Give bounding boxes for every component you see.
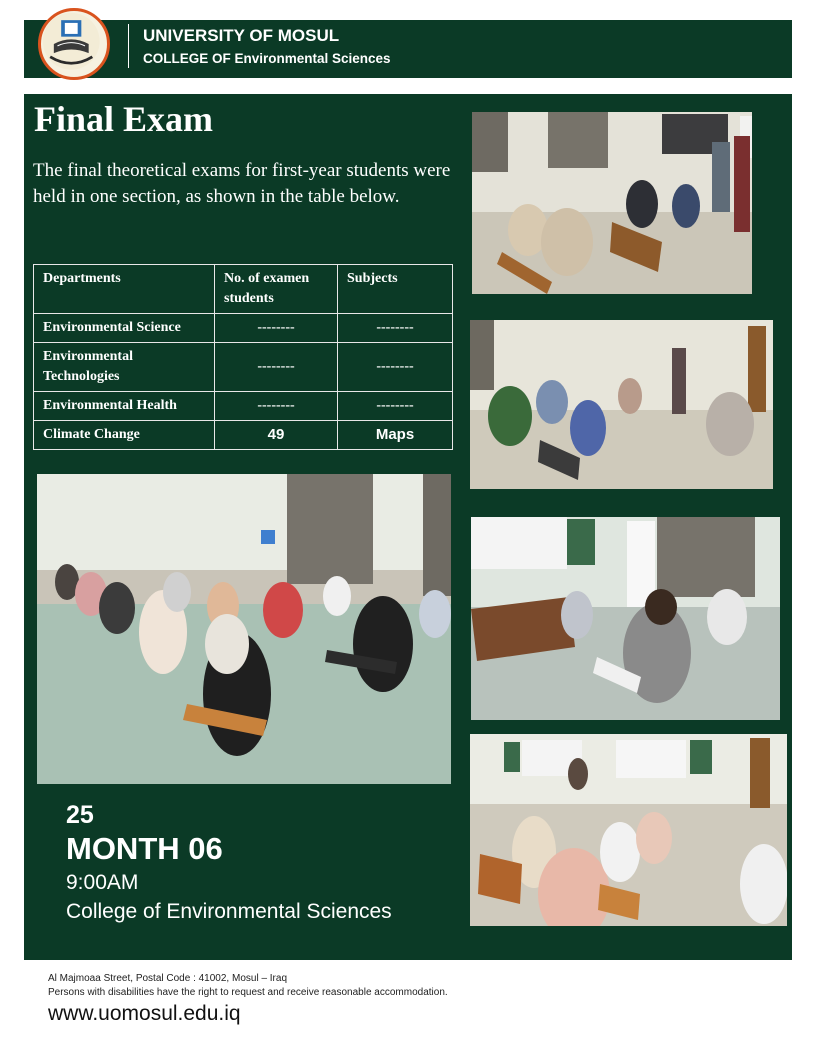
students-cell: -------- [215, 343, 338, 392]
table-row [34, 343, 453, 392]
column-header: Departments [34, 265, 215, 314]
table-row [34, 421, 453, 450]
students-cell: 49 [215, 421, 338, 450]
college-name: COLLEGE OF Environmental Sciences [143, 51, 391, 66]
header-banner [24, 20, 792, 78]
table-row [34, 392, 453, 421]
exam-table [33, 264, 453, 450]
department-cell: Environmental Health [34, 392, 215, 421]
students-cell: -------- [215, 392, 338, 421]
subject-cell: -------- [338, 343, 453, 392]
main-panel [24, 94, 792, 960]
university-name: UNIVERSITY OF MOSUL [143, 26, 340, 45]
subject-cell: -------- [338, 314, 453, 343]
department-cell: Climate Change [34, 421, 215, 450]
exam-time: 9:00AM [66, 871, 139, 894]
exam-hall-photo [37, 474, 451, 784]
department-cell: Environmental Science [34, 314, 215, 343]
exam-month: MONTH 06 [66, 831, 223, 866]
header-divider [128, 24, 129, 68]
exam-day: 25 [66, 801, 94, 829]
university-logo [38, 8, 110, 80]
exam-hall-photo [470, 320, 773, 489]
footer-accessibility-note: Persons with disabilities have the right to request and receive reasonable accommodation. [48, 987, 448, 998]
students-cell: -------- [215, 314, 338, 343]
intro-text: The final theoretical exams for first-year students were held in one section, as shown in the table below. [33, 160, 451, 207]
subject-cell: Maps [338, 421, 453, 450]
column-header: Subjects [338, 265, 453, 314]
page-title: Final Exam [34, 99, 214, 139]
exam-hall-photo [470, 734, 787, 926]
footer-website-link[interactable]: www.uomosul.edu.iq [48, 1002, 241, 1025]
footer-address: Al Majmoaa Street, Postal Code : 41002, Mosul – Iraq [48, 973, 288, 984]
exam-hall-photo [471, 517, 780, 720]
table-header-row [34, 265, 453, 314]
department-cell: Environmental Technologies [34, 343, 215, 392]
exam-location: College of Environmental Sciences [66, 900, 392, 923]
table-row [34, 314, 453, 343]
exam-date-block [66, 800, 392, 926]
exam-hall-photo [472, 112, 752, 294]
column-header: No. of examen students [215, 265, 338, 314]
subject-cell: -------- [338, 392, 453, 421]
